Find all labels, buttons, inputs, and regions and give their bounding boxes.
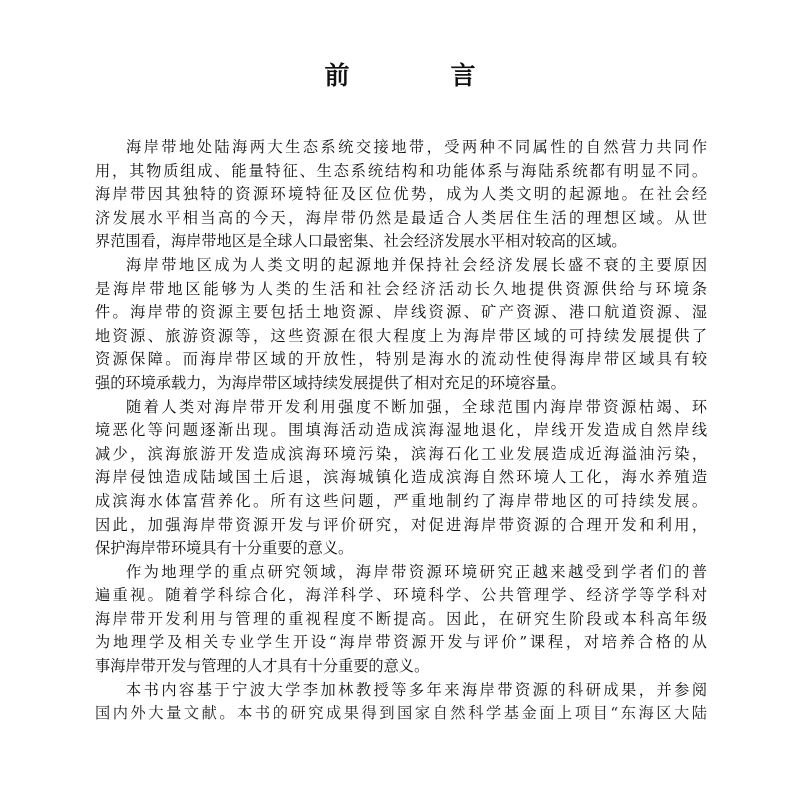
text-line: 事海岸带开发与管理的人才具有十分重要的意义。 [95, 657, 430, 676]
text-line: 地资源、旅游资源等，这些资源在很大程度上为海岸带区域的可持续发展提供了 [95, 326, 707, 345]
text-line: 成滨海水体富营养化。所有这些问题，严重地制约了海岸带地区的可持续发展。 [95, 491, 707, 510]
page-title: 前 言 [324, 61, 514, 90]
text-line: 保护海岸带环境具有十分重要的意义。 [95, 539, 354, 558]
text-line: 件。海岸带的资源主要包括土地资源、岸线资源、矿产资源、港口航道资源、湿 [95, 303, 707, 322]
text-line: 遍重视。随着学科综合化，海洋科学、环境科学、公共管理学、经济学等学科对 [95, 586, 707, 605]
text-line: 济发展水平相当高的今天，海岸带仍然是最适合人类居住生活的理想区域。从世 [95, 208, 707, 227]
text-line: 减少，滨海旅游开发造成滨海环境污染，滨海石化工业发展造成近海溢油污染， [95, 444, 707, 463]
text-line: 用，其物质组成、能量特征、生态系统结构和功能体系与海陆系统都有明显不同。 [95, 161, 707, 180]
text-line: 作为地理学的重点研究领域，海岸带资源环境研究正越来越受到学者们的普 [126, 562, 707, 581]
preface-body [95, 136, 707, 726]
text-line: 强的环境承载力，为海岸带区域持续发展提供了相对充足的环境容量。 [95, 373, 566, 392]
text-line: 海岸带开发利用与管理的重视程度不断提高。因此，在研究生阶段或本科高年级 [95, 609, 707, 628]
text-line: 是海岸带地区能够为人类的生活和社会经济活动长久地提供资源供给与环境条 [95, 279, 707, 298]
text-line: 国内外大量文献。本书的研究成果得到国家自然科学基金面上项目“东海区大陆 [95, 704, 707, 723]
text-line: 界范围看，海岸带地区是全球人口最密集、社会经济发展水平相对较高的区域。 [95, 232, 627, 251]
text-line: 资源保障。而海岸带区域的开放性，特别是海水的流动性使得海岸带区域具有较 [95, 350, 707, 369]
text-line: 海岸带地处陆海两大生态系统交接地带，受两种不同属性的自然营力共同作 [126, 138, 707, 156]
text-line: 为地理学及相关专业学生开设“海岸带资源开发与评价”课程，对培养合格的从 [95, 633, 707, 652]
text-line: 海岸带因其独特的资源环境特征及区位优势，成为人类文明的起源地。在社会经 [95, 185, 707, 204]
text-line: 海岸侵蚀造成陆域国土后退，滨海城镇化造成滨海自然环境人工化，海水养殖造 [95, 468, 707, 487]
text-line: 随着人类对海岸带开发利用强度不断加强，全球范围内海岸带资源枯竭、环 [126, 397, 707, 416]
text-line: 本书内容基于宁波大学李加林教授等多年来海岸带资源的科研成果，并参阅 [126, 680, 707, 699]
text-line: 境恶化等问题逐渐出现。围填海活动造成滨海湿地退化，岸线开发造成自然岸线 [95, 421, 707, 440]
text-line: 海岸带地区成为人类文明的起源地并保持社会经济发展长盛不衰的主要原因 [126, 255, 707, 274]
text-line: 因此，加强海岸带资源开发与评价研究，对促进海岸带资源的合理开发和利用， [95, 515, 707, 534]
